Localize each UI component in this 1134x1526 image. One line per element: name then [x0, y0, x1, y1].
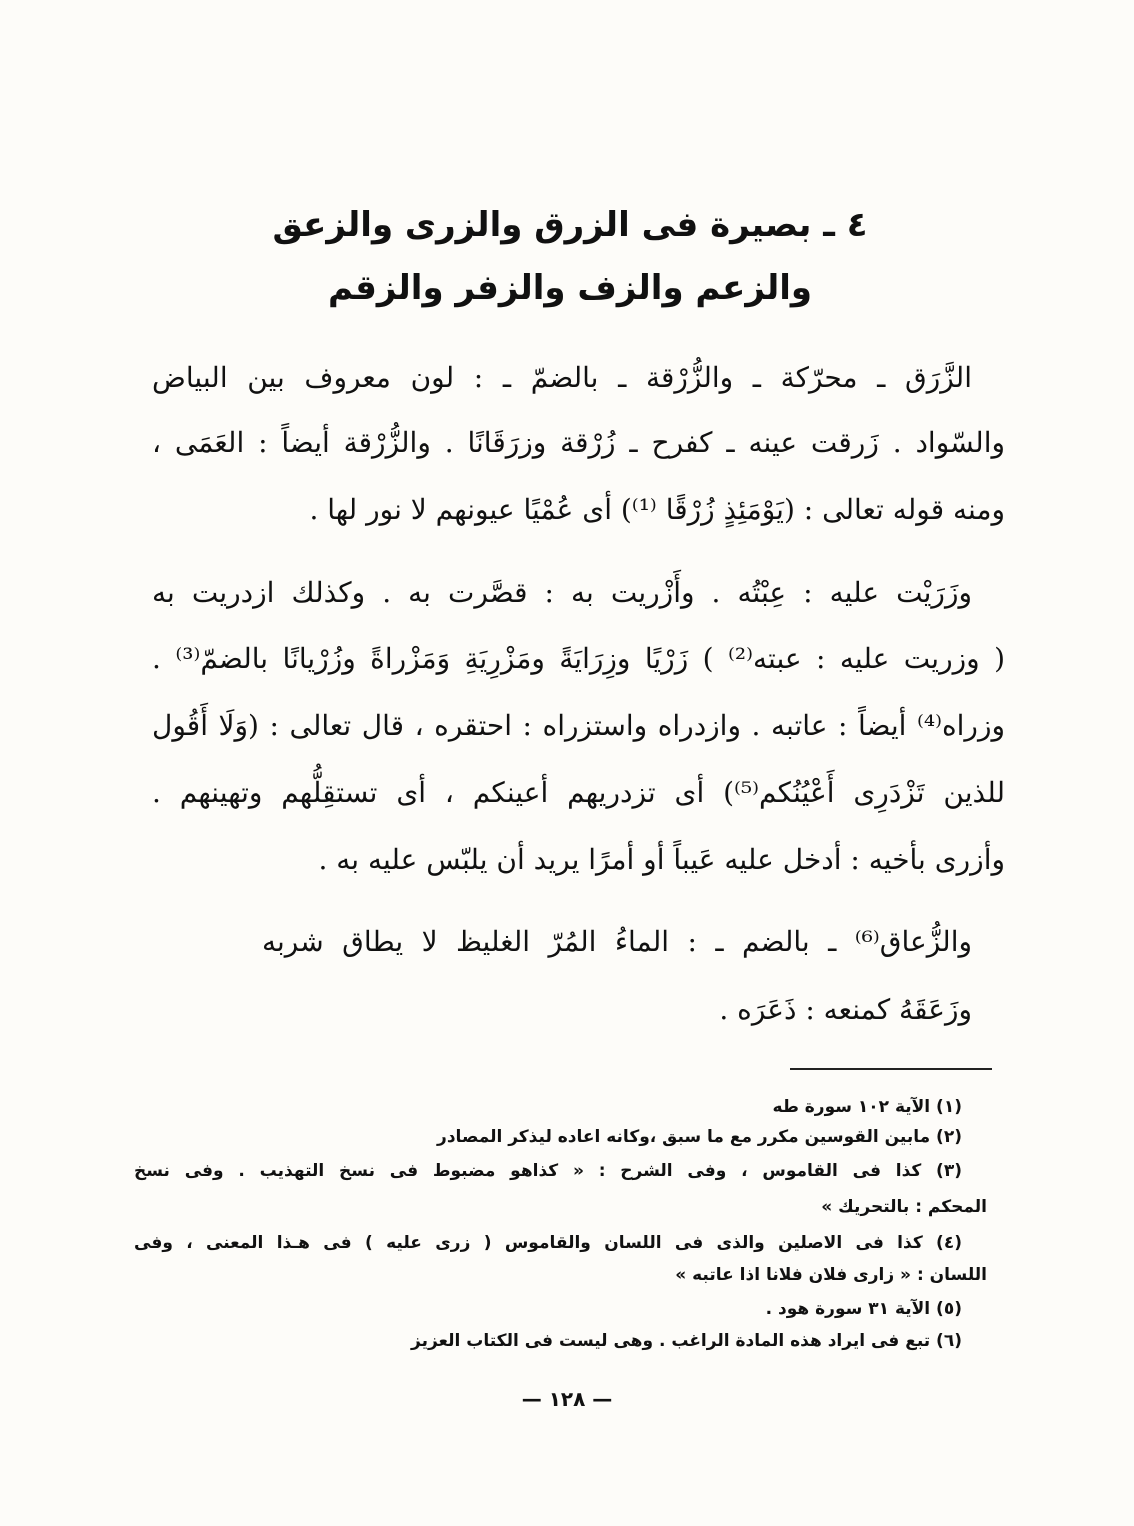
footnote: المحكم : بالتحريك »: [821, 1197, 987, 1217]
footnote: (١) الآية ١٠٢ سورة طه: [772, 1097, 962, 1117]
body-line: وزَعَقَهُ كمنعه : ذَعَرَه .: [719, 993, 972, 1026]
body-line: للذين تَزْدَرِى أَعْيُنُكم⁽⁵⁾) أى تزدريهم أعينكم ، أى تستقِلُّهم وتهينهم .: [152, 776, 1005, 809]
body-line: ومنه قوله تعالى : (يَوْمَئِذٍ زُرْقًا ⁽¹⁾) أى عُمْيًا عيونهم لا نور لها .: [309, 493, 1005, 526]
footnote: (٥) الآية ٣١ سورة هود .: [765, 1299, 962, 1319]
chapter-title-line-1: ٤ ـ بصيرة فى الزرق والزرى والزعق: [272, 205, 868, 245]
footnote: اللسان : « زارى فلان فلانا اذا عاتبه »: [675, 1265, 987, 1285]
body-line: وأزرى بأخيه : أدخل عليه عَيباً أو أمرًا يريد أن يلبّس عليه به .: [318, 843, 1005, 876]
footnote: (٤) كذا فى الاصلين والذى فى اللسان والقاموس ( زرى عليه ) فى هـذا المعنى ، وفى: [134, 1233, 962, 1253]
body-line: وزَرَيْت عليه : عِبْتُه . وأَزْريت به : قصَّرت به . وكذلك ازدريت به: [152, 576, 972, 609]
body-line: الزَّرَق ـ محرّكة ـ والزُّرْقة ـ بالضمّ ـ : لون معروف بين البياض: [152, 361, 972, 394]
body-line: ( وزريت عليه : عبته⁽²⁾ ) زَرْيًا وزِرَايَةً ومَزْرِيَةِ وَمَزْراةً وزُرْيانًا بالضمّ⁽³⁾ .: [152, 642, 1005, 675]
body-line: والسّواد . زَرقت عينه ـ كفرح ـ زُرْقة وزرَقَانًا . والزُّرْقة أيضاً : العَمَى ،: [152, 426, 1005, 459]
footnote: (٦) تبع فى ايراد هذه المادة الراغب . وهى ليست فى الكتاب العزيز: [411, 1331, 962, 1351]
body-line: والزُّعاق⁽⁶⁾ ـ بالضم ـ : الماءُ المُرّ الغليظ لا يطاق شربه: [262, 925, 972, 958]
footnote-separator: [790, 1068, 992, 1070]
page-number: — ١٢٨ —: [521, 1387, 613, 1411]
body-line: وزراه⁽⁴⁾ أيضاً : عاتبه . وازدراه واستزراه : احتقره ، قال تعالى : (وَلَا أَقُول: [152, 709, 1005, 742]
chapter-title-line-2: والزعم والزف والزفر والزقم: [327, 268, 813, 308]
footnote: (٢) مابين القوسين مكرر مع ما سبق ،وكانه اعاده ليذكر المصادر: [437, 1127, 962, 1147]
footnote: (٣) كذا فى القاموس ، وفى الشرح : « كذاهو مضبوط فى نسخ التهذيب . وفى نسخ: [134, 1161, 962, 1181]
